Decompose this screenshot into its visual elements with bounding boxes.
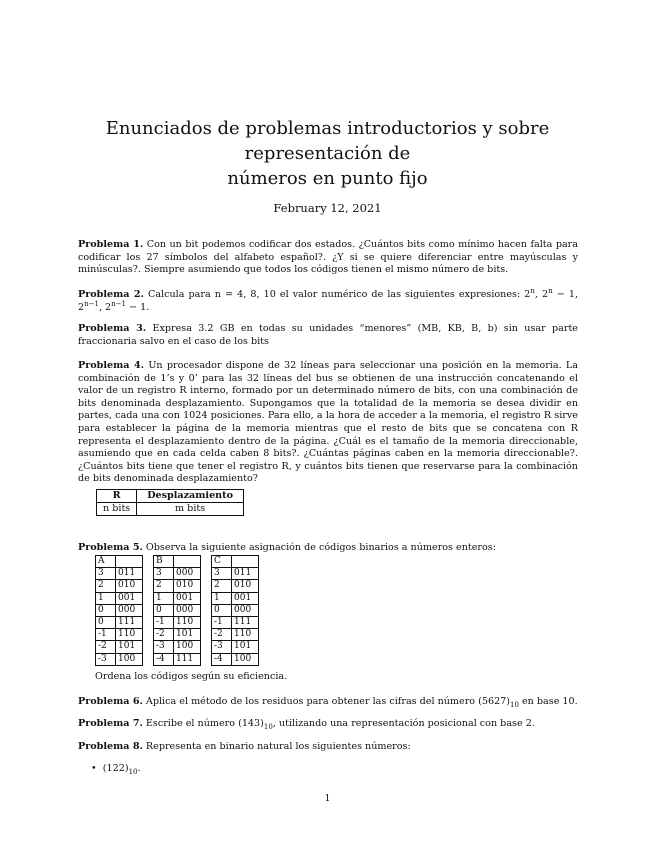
table-cell: -2 xyxy=(154,629,174,641)
problem-8 xyxy=(78,741,578,754)
table-gap xyxy=(201,616,212,628)
problem-5-label: Problema 5. xyxy=(78,542,143,553)
problem-7-label: Problema 7. xyxy=(78,718,143,729)
table-gap xyxy=(143,556,154,568)
codes-table xyxy=(95,555,259,666)
problem-6-label: Problema 6. xyxy=(78,696,143,707)
page-number: 1 xyxy=(324,793,331,804)
table-cell: 000 xyxy=(174,568,201,580)
problem-2-text-a: Calcula para n = 4, 8, 10 el valor numérico de las siguientes expresiones: 2 xyxy=(147,289,531,300)
problem-3 xyxy=(78,323,578,348)
table-cell: 011 xyxy=(232,568,259,580)
problem-8-text: Representa en binario natural los siguientes números: xyxy=(145,741,411,752)
table-row xyxy=(96,616,259,628)
codes-table-header xyxy=(96,556,259,568)
table-row xyxy=(96,592,259,604)
table-cell: -3 xyxy=(212,641,232,653)
header-b: B xyxy=(154,556,174,568)
table-gap xyxy=(143,568,154,580)
table-gap xyxy=(201,568,212,580)
bullet-suffix: . xyxy=(137,763,141,774)
problem-3-text: Expresa 3.2 GB en todas su unidades “menores” (MB, KB, B, b) sin usar parte fraccionaria salvo en el caso de los bits xyxy=(78,323,578,347)
header-c: C xyxy=(212,556,232,568)
problem-8-label: Problema 8. xyxy=(78,741,143,752)
table-cell: 3 xyxy=(154,568,174,580)
cell-n-bits: n bits xyxy=(97,503,137,516)
problem-4-text: Un procesador dispone de 32 líneas para seleccionar una posición en la memoria. La combinación de 1’s y 0’ para las 32 líneas del bus se obtienen de una instrucción concatenando el valor de un registro R interno, formado por un determinado número de bits, con una combinación de bits denominada desplazamiento. Supongamos que la totalidad de la memoria se desea dividir en partes, cada una con 1024 posiciones. Para ello, a la hora de acceder a la memoria, el registro R sirve para establecer la página de la memoria mientras que el resto de bits que se concatena con R representa el desplazamiento dentro de la página. ¿Cuál es el tamaño de la memoria direccionable, asumiendo que en cada celda caben 8 bits?. ¿Cuántas páginas caben en la memoria direccionable?. ¿Cuántos bits tiene que tener el registro R, y cuántos bits tienen que reservarse para la combinación de bits denominada desplazamiento? xyxy=(78,360,578,485)
table-gap xyxy=(143,592,154,604)
table-cell: 110 xyxy=(116,629,143,641)
table-cell: 001 xyxy=(174,592,201,604)
table-gap xyxy=(201,604,212,616)
problem-6-text-b: en base 10. xyxy=(518,696,578,707)
table-cell: 0 xyxy=(96,604,116,616)
problem-7 xyxy=(78,718,578,731)
problem-5 xyxy=(78,542,578,555)
table-cell: -3 xyxy=(96,653,116,665)
problem-6-text-a: Aplica el método de los residuos para obtener las cifras del número (5627) xyxy=(145,696,511,707)
header-r: R xyxy=(97,490,137,503)
table-cell: 000 xyxy=(116,604,143,616)
title-line-1: Enunciados de problemas introductorios y sobre representación de xyxy=(105,118,550,164)
table-row xyxy=(96,629,259,641)
problem-2-text-e: − 1. xyxy=(125,301,150,313)
table-cell: 000 xyxy=(232,604,259,616)
table-cell: 111 xyxy=(232,616,259,628)
table-cell: 000 xyxy=(174,604,201,616)
table-gap xyxy=(143,580,154,592)
table-cell: -1 xyxy=(96,629,116,641)
table-cell: 110 xyxy=(174,616,201,628)
header-blank xyxy=(174,556,201,568)
table-cell: 0 xyxy=(154,604,174,616)
table-gap xyxy=(143,653,154,665)
exponent-n1: n−1 xyxy=(84,299,99,308)
problem-1-label: Problema 1. xyxy=(78,239,144,250)
problem-2-text-b: , 2 xyxy=(534,289,549,300)
table-gap xyxy=(201,653,212,665)
table-cell: 010 xyxy=(116,580,143,592)
problem-3-label: Problema 3. xyxy=(78,323,147,334)
base-10-subscript: 10 xyxy=(263,722,273,731)
table-cell: -2 xyxy=(212,629,232,641)
table-cell: -4 xyxy=(212,653,232,665)
title-line-2: números en punto fijo xyxy=(227,168,428,189)
table-cell: 0 xyxy=(212,604,232,616)
table-cell: 001 xyxy=(232,592,259,604)
problem-2-label: Problema 2. xyxy=(78,289,144,300)
header-blank xyxy=(232,556,259,568)
register-table-row xyxy=(97,503,244,516)
exponent-n: n xyxy=(548,286,553,295)
problem-7-text-a: Escribe el número (143) xyxy=(145,718,264,729)
bullet-symbol: • xyxy=(91,763,97,774)
problem-2 xyxy=(78,286,578,314)
table-cell: 1 xyxy=(96,592,116,604)
header-desplazamiento: Desplazamiento xyxy=(137,490,244,503)
document-title xyxy=(60,116,595,191)
codes-caption: Ordena los códigos según su eficiencia. xyxy=(95,671,288,682)
table-gap xyxy=(143,604,154,616)
header-blank xyxy=(116,556,143,568)
cell-m-bits: m bits xyxy=(137,503,244,516)
document-date: February 12, 2021 xyxy=(273,201,382,215)
table-gap xyxy=(201,629,212,641)
table-cell: 100 xyxy=(174,641,201,653)
table-cell: 101 xyxy=(232,641,259,653)
bullet-text: (122) xyxy=(102,763,129,774)
problem-1 xyxy=(78,239,578,277)
table-gap xyxy=(201,556,212,568)
problem-2-text-c: − 1, 2 xyxy=(78,289,578,313)
problem-6 xyxy=(78,696,578,709)
table-gap xyxy=(143,616,154,628)
table-cell: -2 xyxy=(96,641,116,653)
table-cell: -3 xyxy=(154,641,174,653)
table-cell: -1 xyxy=(212,616,232,628)
problem-2-text-d: , 2 xyxy=(98,301,112,313)
table-cell: 110 xyxy=(232,629,259,641)
table-cell: 010 xyxy=(174,580,201,592)
table-cell: 011 xyxy=(116,568,143,580)
table-row xyxy=(96,604,259,616)
table-cell: 1 xyxy=(154,592,174,604)
table-cell: 2 xyxy=(96,580,116,592)
register-table xyxy=(96,489,244,516)
table-cell: -1 xyxy=(154,616,174,628)
table-row xyxy=(96,568,259,580)
table-cell: 2 xyxy=(154,580,174,592)
table-cell: 3 xyxy=(96,568,116,580)
table-cell: 100 xyxy=(232,653,259,665)
problem-7-text-b: , utilizando una representación posicional con base 2. xyxy=(272,718,535,729)
table-cell: 100 xyxy=(116,653,143,665)
table-cell: -4 xyxy=(154,653,174,665)
bullet-item xyxy=(91,763,141,774)
table-cell: 010 xyxy=(232,580,259,592)
table-cell: 111 xyxy=(174,653,201,665)
table-row xyxy=(96,653,259,665)
base-10-subscript: 10 xyxy=(510,700,519,709)
problem-4 xyxy=(78,360,578,486)
table-cell: 101 xyxy=(174,629,201,641)
table-cell: 3 xyxy=(212,568,232,580)
table-row xyxy=(96,580,259,592)
table-cell: 0 xyxy=(96,616,116,628)
table-gap xyxy=(143,641,154,653)
base-10-subscript: 10 xyxy=(128,767,138,776)
exponent-n: n xyxy=(530,286,535,295)
table-gap xyxy=(143,629,154,641)
table-gap xyxy=(201,641,212,653)
table-cell: 1 xyxy=(212,592,232,604)
exponent-n1: n−1 xyxy=(111,299,126,308)
problem-1-text: Con un bit podemos codificar dos estados. ¿Cuántos bits como mínimo hacen falta para codificar los 27 símbolos del alfabeto español?. ¿Y si se quiere diferenciar entre mayúsculas y minúsculas?. Siempre asumiendo que todos los códigos tienen el mismo número de bits. xyxy=(78,239,578,276)
table-gap xyxy=(201,580,212,592)
table-cell: 101 xyxy=(116,641,143,653)
table-cell: 2 xyxy=(212,580,232,592)
table-gap xyxy=(201,592,212,604)
problem-4-label: Problema 4. xyxy=(78,360,145,371)
header-a: A xyxy=(96,556,116,568)
register-table-header xyxy=(97,490,244,503)
table-cell: 001 xyxy=(116,592,143,604)
problem-5-text: Observa la siguiente asignación de códigos binarios a números enteros: xyxy=(145,542,496,553)
table-cell: 111 xyxy=(116,616,143,628)
table-row xyxy=(96,641,259,653)
